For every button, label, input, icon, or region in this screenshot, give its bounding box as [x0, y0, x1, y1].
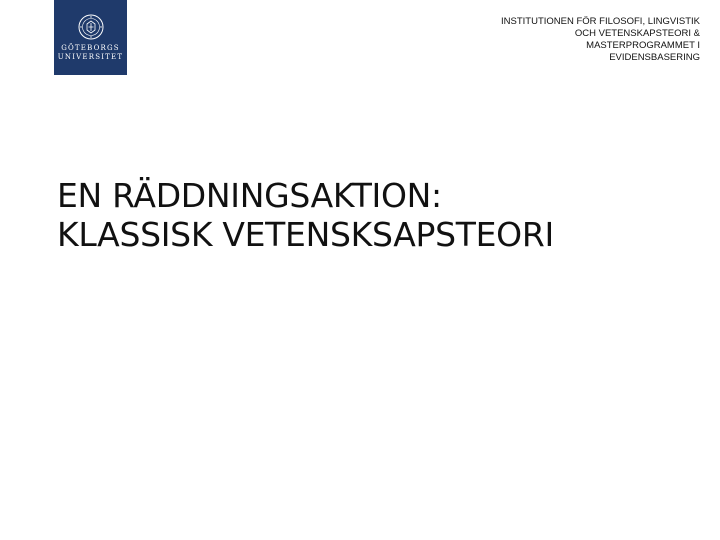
- slide-title-line1: EN RÄDDNINGSAKTION:: [57, 176, 442, 215]
- slide-title-line2: KLASSISK VETENSKSAPSTEORI: [57, 215, 554, 254]
- university-seal-icon: [78, 14, 104, 40]
- university-logo: [54, 0, 127, 75]
- logo-wordmark-line1: GÖTEBORGS: [61, 44, 120, 52]
- logo-wordmark-line2: UNIVERSITET: [57, 53, 124, 61]
- slide-title: [57, 176, 677, 254]
- department-header: INSTITUTIONEN FÖR FILOSOFI, LINGVISTIK OCH VETENSKAPSTEORI & MASTERPROGRAMMET I EVIDENSBASERING: [501, 16, 700, 63]
